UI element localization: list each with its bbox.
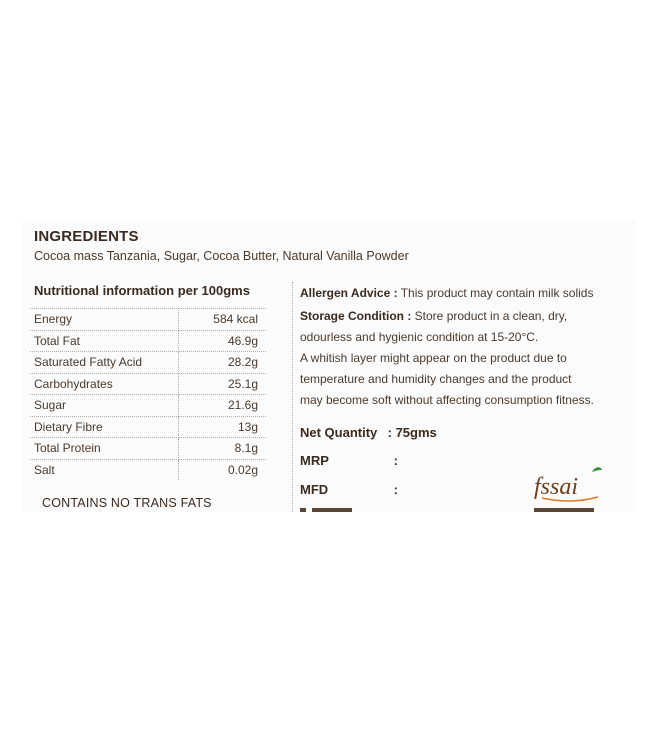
storage-line: A whitish layer might appear on the product due to [300, 351, 567, 365]
storage-line: Store product in a clean, dry, [414, 309, 568, 323]
nutrient-value: 584 kcal [179, 309, 267, 331]
table-row [30, 459, 266, 480]
net-quantity-value: : 75gms [387, 425, 437, 440]
nutrient-value: 21.6g [179, 395, 267, 417]
storage-condition [300, 306, 632, 411]
nutrient-name: Carbohydrates [30, 373, 179, 395]
mrp-row [300, 453, 398, 468]
mfd-value: : [393, 482, 398, 497]
mrp-label: MRP [300, 453, 329, 468]
nutrient-name: Dietary Fibre [30, 416, 179, 438]
nutrient-value: 13g [179, 416, 267, 438]
allergen-label: Allergen Advice : [300, 286, 398, 300]
table-row [30, 438, 266, 460]
nutrition-heading: Nutritional information per 100gms [34, 283, 250, 298]
table-row [30, 395, 266, 417]
leaf-icon [592, 467, 602, 472]
table-row [30, 330, 266, 352]
nutrient-name: Sugar [30, 395, 179, 417]
ingredients-title: INGREDIENTS [34, 228, 139, 245]
nutrient-name: Energy [30, 309, 179, 331]
net-quantity [300, 425, 437, 440]
nutrient-value: 28.2g [179, 352, 267, 374]
storage-line: may become soft without affecting consumption fitness. [300, 393, 594, 407]
nutrient-value: 25.1g [179, 373, 267, 395]
allergen-text: This product may contain milk solids [400, 286, 594, 300]
mfd-label: MFD [300, 482, 329, 497]
trans-fat-notice: CONTAINS NO TRANS FATS [42, 496, 212, 510]
ingredients-text: Cocoa mass Tanzania, Sugar, Cocoa Butter, Natural Vanilla Powder [34, 249, 409, 263]
nutrient-name: Total Protein [30, 438, 179, 460]
nutrient-value: 46.9g [179, 330, 267, 352]
clipped-text-line [300, 508, 632, 512]
table-row [30, 309, 266, 331]
table-row [30, 416, 266, 438]
advice-column [300, 283, 632, 411]
fssai-logo-text: fssai [534, 474, 579, 500]
nutrient-value: 8.1g [179, 438, 267, 460]
mrp-value: : [393, 453, 398, 468]
product-label-panel [22, 220, 636, 512]
table-row [30, 373, 266, 395]
storage-label: Storage Condition : [300, 309, 412, 323]
nutrient-name: Salt [30, 459, 179, 480]
storage-line: odourless and hygienic condition at 15-20°C. [300, 330, 539, 344]
mfd-row [300, 482, 398, 497]
column-divider [292, 282, 293, 512]
nutrition-table [30, 308, 266, 480]
table-row [30, 352, 266, 374]
allergen-advice [300, 283, 632, 304]
nutrient-name: Total Fat [30, 330, 179, 352]
storage-line: temperature and humidity changes and the product [300, 372, 572, 386]
net-quantity-label: Net Quantity [300, 425, 378, 440]
nutrient-value: 0.02g [227, 462, 258, 477]
fssai-logo [532, 464, 604, 504]
nutrient-name: Saturated Fatty Acid [30, 352, 179, 374]
